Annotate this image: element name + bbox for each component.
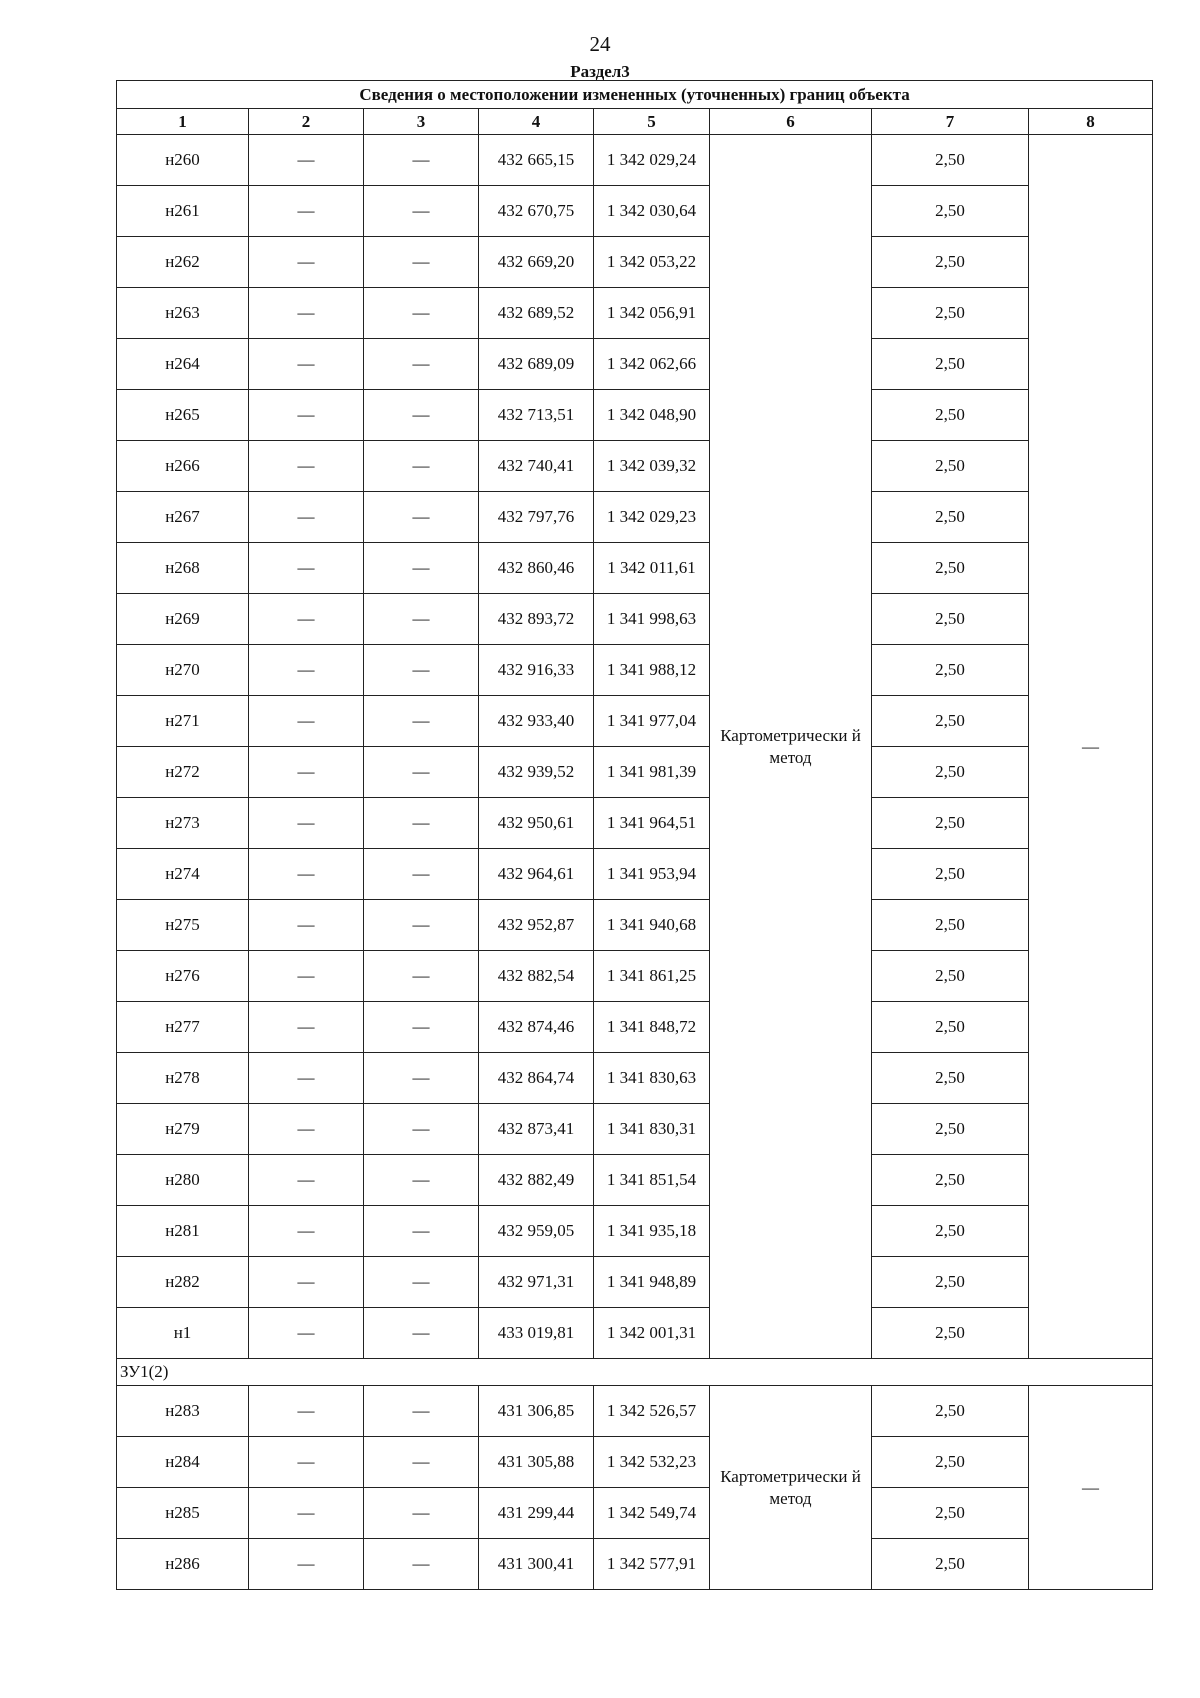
col3-cell: —: [364, 798, 479, 849]
col3-cell: —: [364, 390, 479, 441]
accuracy-cell: 2,50: [872, 798, 1029, 849]
point-name-cell: н274: [117, 849, 249, 900]
table-row: [117, 798, 1153, 849]
point-name-cell: н286: [117, 1539, 249, 1590]
point-name-cell: н280: [117, 1155, 249, 1206]
col3-cell: —: [364, 951, 479, 1002]
accuracy-cell: 2,50: [872, 1206, 1029, 1257]
table-row: [117, 1155, 1153, 1206]
point-name-cell: н265: [117, 390, 249, 441]
y-coordinate-cell: 1 342 029,23: [594, 492, 710, 543]
accuracy-cell: 2,50: [872, 951, 1029, 1002]
point-name-cell: н276: [117, 951, 249, 1002]
page-number: 24: [589, 32, 611, 56]
table-row: [117, 1002, 1153, 1053]
col2-cell: —: [249, 1488, 364, 1539]
y-coordinate-cell: 1 341 964,51: [594, 798, 710, 849]
col2-cell: —: [249, 696, 364, 747]
x-coordinate-cell: 432 670,75: [479, 186, 594, 237]
table-row: [117, 492, 1153, 543]
accuracy-cell: 2,50: [872, 1437, 1029, 1488]
x-coordinate-cell: 432 939,52: [479, 747, 594, 798]
table-row: [117, 1437, 1153, 1488]
col2-cell: —: [249, 1308, 364, 1359]
col3-cell: —: [364, 900, 479, 951]
table-row: [117, 1308, 1153, 1359]
col3-cell: —: [364, 696, 479, 747]
y-coordinate-cell: 1 342 048,90: [594, 390, 710, 441]
point-name-cell: н266: [117, 441, 249, 492]
col3-cell: —: [364, 594, 479, 645]
col2-cell: —: [249, 951, 364, 1002]
x-coordinate-cell: 431 299,44: [479, 1488, 594, 1539]
y-coordinate-cell: 1 342 039,32: [594, 441, 710, 492]
point-name-cell: н272: [117, 747, 249, 798]
col2-cell: —: [249, 543, 364, 594]
accuracy-cell: 2,50: [872, 390, 1029, 441]
col3-cell: —: [364, 1308, 479, 1359]
table-row: [117, 900, 1153, 951]
x-coordinate-cell: 432 689,52: [479, 288, 594, 339]
column-header-6: 6: [710, 109, 872, 135]
col2-cell: —: [249, 1539, 364, 1590]
x-coordinate-cell: 431 306,85: [479, 1386, 594, 1437]
col2-cell: —: [249, 1104, 364, 1155]
column-header-3: 3: [364, 109, 479, 135]
point-name-cell: н273: [117, 798, 249, 849]
col8-cell: —: [1029, 135, 1153, 1359]
col3-cell: —: [364, 1437, 479, 1488]
table-row: [117, 696, 1153, 747]
section-title: Раздел3: [570, 62, 630, 81]
table-caption: Сведения о местоположении измененных (уточненных) границ объекта: [117, 81, 1153, 109]
col2-cell: —: [249, 1206, 364, 1257]
accuracy-cell: 2,50: [872, 135, 1029, 186]
table-row: [117, 288, 1153, 339]
x-coordinate-cell: 432 689,09: [479, 339, 594, 390]
column-header-4: 4: [479, 109, 594, 135]
accuracy-cell: 2,50: [872, 1053, 1029, 1104]
col2-cell: —: [249, 594, 364, 645]
column-header-1: 1: [117, 109, 249, 135]
col3-cell: —: [364, 543, 479, 594]
accuracy-cell: 2,50: [872, 900, 1029, 951]
col3-cell: —: [364, 645, 479, 696]
accuracy-cell: 2,50: [872, 1257, 1029, 1308]
table-row: [117, 390, 1153, 441]
accuracy-cell: 2,50: [872, 1539, 1029, 1590]
point-name-cell: н271: [117, 696, 249, 747]
y-coordinate-cell: 1 342 577,91: [594, 1539, 710, 1590]
col2-cell: —: [249, 645, 364, 696]
point-name-cell: н277: [117, 1002, 249, 1053]
accuracy-cell: 2,50: [872, 1104, 1029, 1155]
col2-cell: —: [249, 849, 364, 900]
y-coordinate-cell: 1 342 526,57: [594, 1386, 710, 1437]
accuracy-cell: 2,50: [872, 1155, 1029, 1206]
accuracy-cell: 2,50: [872, 645, 1029, 696]
y-coordinate-cell: 1 342 056,91: [594, 288, 710, 339]
y-coordinate-cell: 1 341 861,25: [594, 951, 710, 1002]
col2-cell: —: [249, 1155, 364, 1206]
x-coordinate-cell: 431 300,41: [479, 1539, 594, 1590]
point-name-cell: н282: [117, 1257, 249, 1308]
accuracy-cell: 2,50: [872, 696, 1029, 747]
table-row: [117, 441, 1153, 492]
col3-cell: —: [364, 339, 479, 390]
column-header-8: 8: [1029, 109, 1153, 135]
x-coordinate-cell: 432 950,61: [479, 798, 594, 849]
table-row: [117, 951, 1153, 1002]
point-name-cell: н263: [117, 288, 249, 339]
accuracy-cell: 2,50: [872, 543, 1029, 594]
table-row: [117, 1206, 1153, 1257]
col2-cell: —: [249, 1386, 364, 1437]
x-coordinate-cell: 432 964,61: [479, 849, 594, 900]
x-coordinate-cell: 433 019,81: [479, 1308, 594, 1359]
col2-cell: —: [249, 1002, 364, 1053]
accuracy-cell: 2,50: [872, 747, 1029, 798]
col3-cell: —: [364, 1257, 479, 1308]
col8-cell: —: [1029, 1386, 1153, 1590]
col3-cell: —: [364, 1104, 479, 1155]
y-coordinate-cell: 1 341 998,63: [594, 594, 710, 645]
col3-cell: —: [364, 1539, 479, 1590]
y-coordinate-cell: 1 341 981,39: [594, 747, 710, 798]
point-name-cell: н264: [117, 339, 249, 390]
table-row: [117, 237, 1153, 288]
x-coordinate-cell: 432 669,20: [479, 237, 594, 288]
col2-cell: —: [249, 1053, 364, 1104]
point-name-cell: н261: [117, 186, 249, 237]
y-coordinate-cell: 1 342 549,74: [594, 1488, 710, 1539]
y-coordinate-cell: 1 341 848,72: [594, 1002, 710, 1053]
y-coordinate-cell: 1 341 977,04: [594, 696, 710, 747]
col2-cell: —: [249, 1437, 364, 1488]
table-header-row: [117, 109, 1153, 135]
col2-cell: —: [249, 390, 364, 441]
col3-cell: —: [364, 1053, 479, 1104]
point-name-cell: н279: [117, 1104, 249, 1155]
column-header-2: 2: [249, 109, 364, 135]
y-coordinate-cell: 1 341 830,31: [594, 1104, 710, 1155]
col3-cell: —: [364, 288, 479, 339]
col3-cell: —: [364, 1206, 479, 1257]
accuracy-cell: 2,50: [872, 849, 1029, 900]
y-coordinate-cell: 1 341 940,68: [594, 900, 710, 951]
col3-cell: —: [364, 492, 479, 543]
accuracy-cell: 2,50: [872, 1002, 1029, 1053]
group-label-row: [117, 1359, 1153, 1386]
col3-cell: —: [364, 441, 479, 492]
x-coordinate-cell: 432 874,46: [479, 1002, 594, 1053]
x-coordinate-cell: 432 952,87: [479, 900, 594, 951]
x-coordinate-cell: 432 971,31: [479, 1257, 594, 1308]
col2-cell: —: [249, 441, 364, 492]
y-coordinate-cell: 1 342 029,24: [594, 135, 710, 186]
x-coordinate-cell: 432 740,41: [479, 441, 594, 492]
accuracy-cell: 2,50: [872, 1308, 1029, 1359]
table-row: [117, 1104, 1153, 1155]
col2-cell: —: [249, 1257, 364, 1308]
table-row: [117, 1539, 1153, 1590]
y-coordinate-cell: 1 342 011,61: [594, 543, 710, 594]
col3-cell: —: [364, 1386, 479, 1437]
accuracy-cell: 2,50: [872, 1386, 1029, 1437]
table-row: [117, 849, 1153, 900]
boundary-coordinates-table: [116, 80, 1153, 1590]
col3-cell: —: [364, 747, 479, 798]
point-name-cell: н283: [117, 1386, 249, 1437]
table-row: [117, 1053, 1153, 1104]
y-coordinate-cell: 1 341 851,54: [594, 1155, 710, 1206]
table-row: [117, 747, 1153, 798]
col2-cell: —: [249, 747, 364, 798]
x-coordinate-cell: 432 882,54: [479, 951, 594, 1002]
accuracy-cell: 2,50: [872, 186, 1029, 237]
table-row: [117, 543, 1153, 594]
col3-cell: —: [364, 135, 479, 186]
point-name-cell: н267: [117, 492, 249, 543]
point-name-cell: н268: [117, 543, 249, 594]
y-coordinate-cell: 1 341 953,94: [594, 849, 710, 900]
y-coordinate-cell: 1 342 532,23: [594, 1437, 710, 1488]
y-coordinate-cell: 1 341 948,89: [594, 1257, 710, 1308]
accuracy-cell: 2,50: [872, 441, 1029, 492]
point-name-cell: н285: [117, 1488, 249, 1539]
accuracy-cell: 2,50: [872, 594, 1029, 645]
table-row: [117, 594, 1153, 645]
group-label: ЗУ1(2): [117, 1359, 1153, 1386]
y-coordinate-cell: 1 341 935,18: [594, 1206, 710, 1257]
x-coordinate-cell: 432 713,51: [479, 390, 594, 441]
point-name-cell: н260: [117, 135, 249, 186]
col3-cell: —: [364, 1488, 479, 1539]
point-name-cell: н284: [117, 1437, 249, 1488]
accuracy-cell: 2,50: [872, 1488, 1029, 1539]
x-coordinate-cell: 432 873,41: [479, 1104, 594, 1155]
col3-cell: —: [364, 186, 479, 237]
col2-cell: —: [249, 798, 364, 849]
x-coordinate-cell: 431 305,88: [479, 1437, 594, 1488]
y-coordinate-cell: 1 342 053,22: [594, 237, 710, 288]
method-cell: Картометрически й метод: [710, 135, 872, 1359]
y-coordinate-cell: 1 342 030,64: [594, 186, 710, 237]
accuracy-cell: 2,50: [872, 339, 1029, 390]
table-row: [117, 186, 1153, 237]
col3-cell: —: [364, 237, 479, 288]
table-row: [117, 135, 1153, 186]
col2-cell: —: [249, 339, 364, 390]
y-coordinate-cell: 1 341 988,12: [594, 645, 710, 696]
col2-cell: —: [249, 288, 364, 339]
x-coordinate-cell: 432 916,33: [479, 645, 594, 696]
x-coordinate-cell: 432 797,76: [479, 492, 594, 543]
col3-cell: —: [364, 849, 479, 900]
col2-cell: —: [249, 135, 364, 186]
col3-cell: —: [364, 1155, 479, 1206]
table-row: [117, 645, 1153, 696]
table-row: [117, 1386, 1153, 1437]
column-header-7: 7: [872, 109, 1029, 135]
col2-cell: —: [249, 186, 364, 237]
x-coordinate-cell: 432 860,46: [479, 543, 594, 594]
col2-cell: —: [249, 492, 364, 543]
accuracy-cell: 2,50: [872, 237, 1029, 288]
col3-cell: —: [364, 1002, 479, 1053]
table-caption-row: [117, 81, 1153, 109]
accuracy-cell: 2,50: [872, 492, 1029, 543]
point-name-cell: н281: [117, 1206, 249, 1257]
x-coordinate-cell: 432 882,49: [479, 1155, 594, 1206]
x-coordinate-cell: 432 933,40: [479, 696, 594, 747]
y-coordinate-cell: 1 342 001,31: [594, 1308, 710, 1359]
point-name-cell: н275: [117, 900, 249, 951]
table-row: [117, 1488, 1153, 1539]
column-header-5: 5: [594, 109, 710, 135]
col2-cell: —: [249, 237, 364, 288]
point-name-cell: н262: [117, 237, 249, 288]
point-name-cell: н278: [117, 1053, 249, 1104]
col2-cell: —: [249, 900, 364, 951]
table-row: [117, 339, 1153, 390]
method-cell: Картометрически й метод: [710, 1386, 872, 1590]
table-row: [117, 1257, 1153, 1308]
y-coordinate-cell: 1 342 062,66: [594, 339, 710, 390]
point-name-cell: н1: [117, 1308, 249, 1359]
x-coordinate-cell: 432 665,15: [479, 135, 594, 186]
x-coordinate-cell: 432 959,05: [479, 1206, 594, 1257]
point-name-cell: н270: [117, 645, 249, 696]
x-coordinate-cell: 432 864,74: [479, 1053, 594, 1104]
accuracy-cell: 2,50: [872, 288, 1029, 339]
x-coordinate-cell: 432 893,72: [479, 594, 594, 645]
y-coordinate-cell: 1 341 830,63: [594, 1053, 710, 1104]
point-name-cell: н269: [117, 594, 249, 645]
